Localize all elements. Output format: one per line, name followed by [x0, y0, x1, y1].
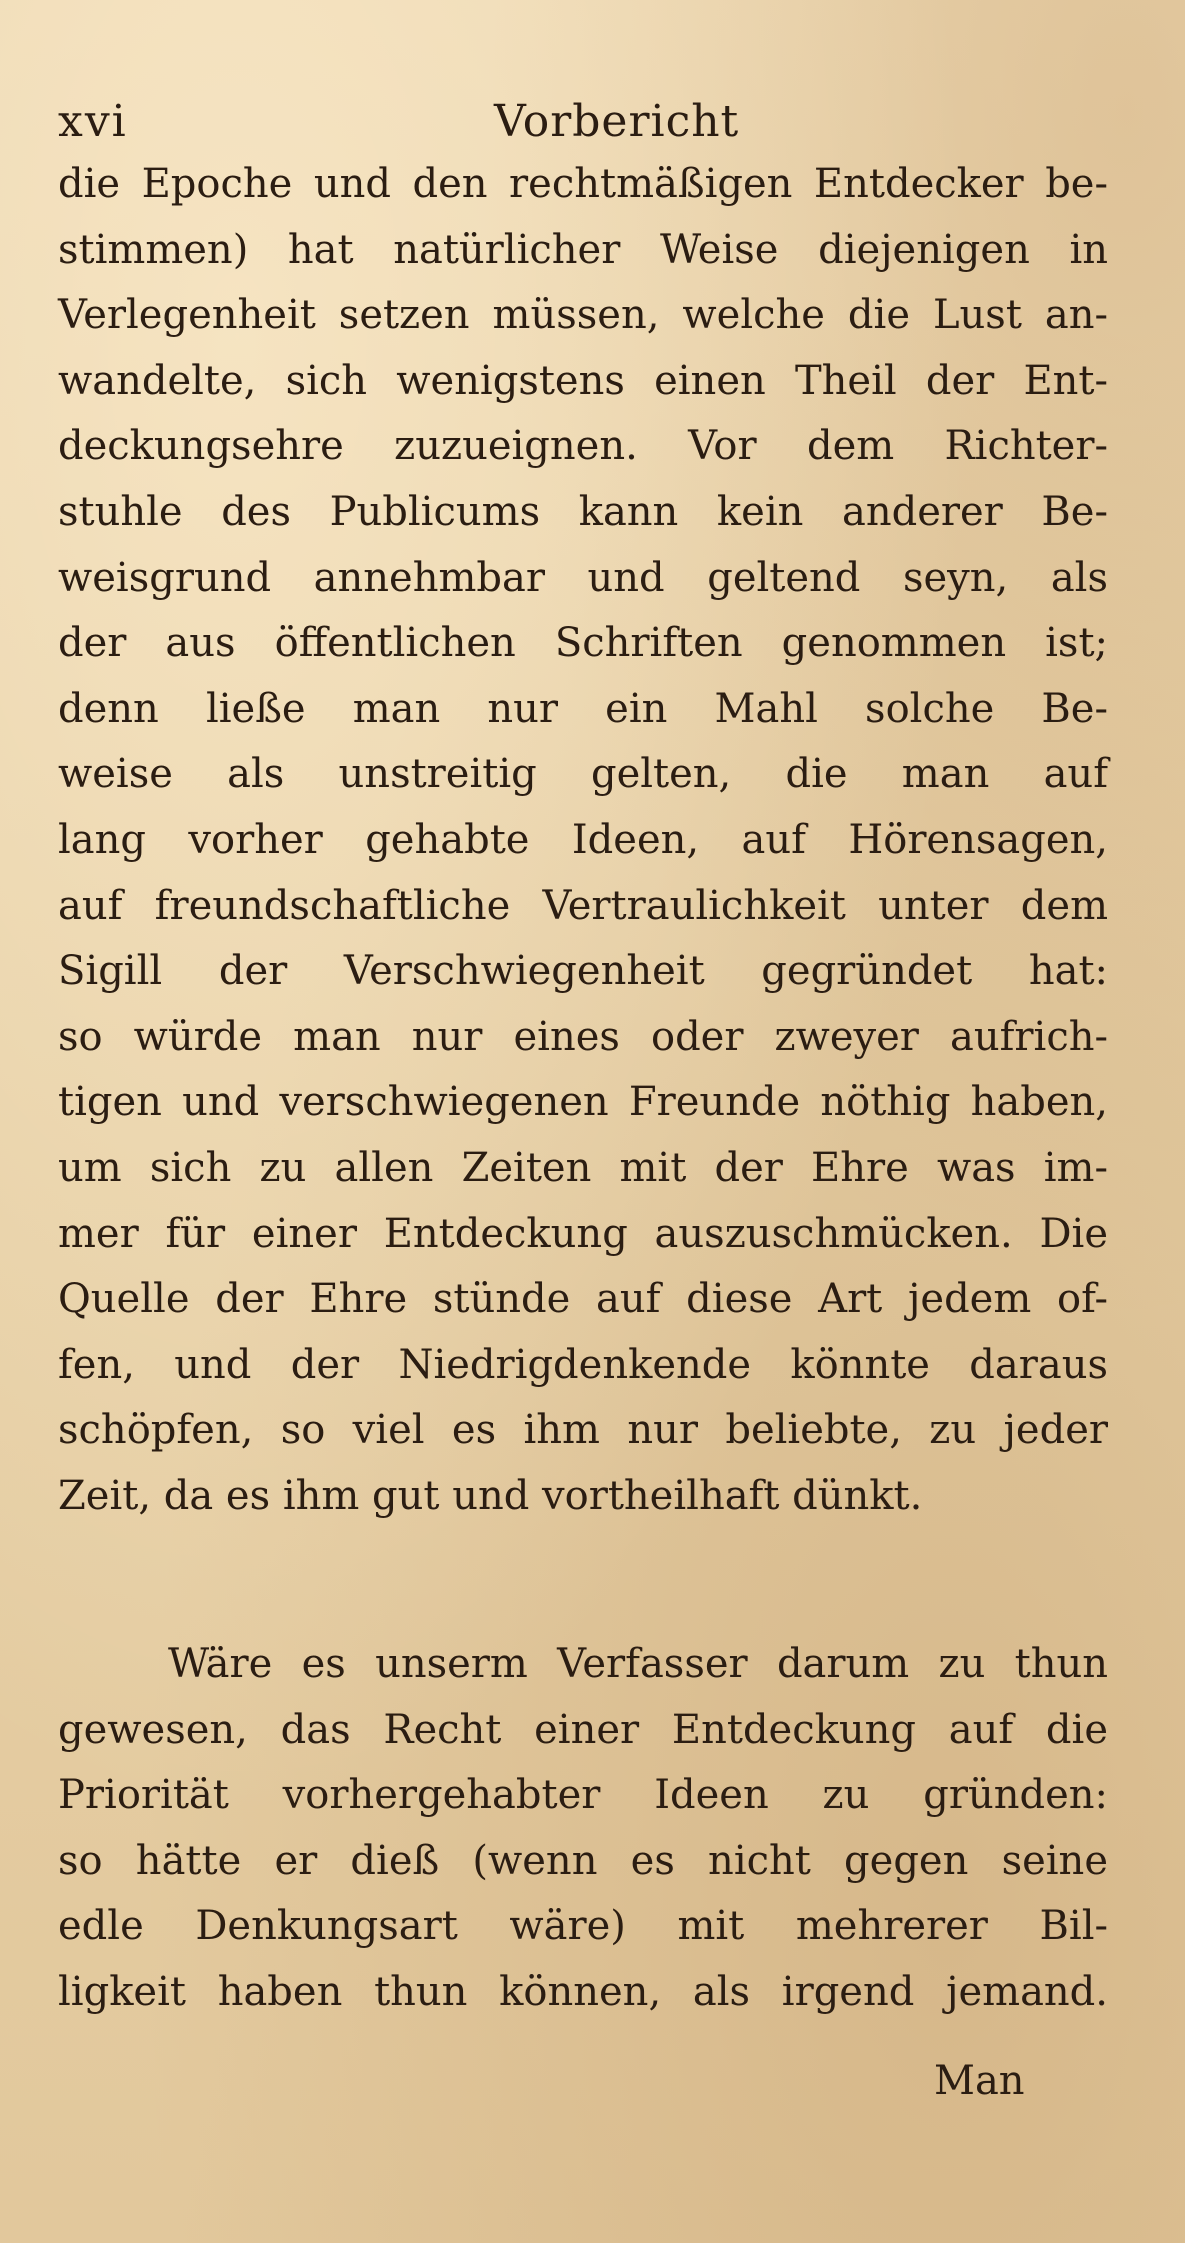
text-line: stimmen) hat natürlicher Weise diejenigen in: [58, 226, 1108, 273]
text-line: Verlegenheit setzen müssen, welche die Lust an-: [58, 292, 1108, 339]
text-line: die Epoche und den rechtmäßigen Entdecker be-: [58, 161, 1108, 207]
text-line: weisgrund annehmbar und geltend seyn, als: [58, 554, 1108, 601]
text-line: deckungsehre zuzueignen. Vor dem Richter-: [58, 423, 1108, 470]
page-number: xvi: [58, 96, 128, 147]
text-line: stuhle des Publicums kann kein anderer Be-: [58, 488, 1108, 535]
text-line: ligkeit haben thun können, als irgend jemand.: [58, 1968, 1108, 2015]
paragraph-2: [58, 1632, 1108, 2026]
running-title: Vorbericht: [494, 96, 740, 147]
text-line: fen, und der Niedrigdenkende könnte daraus: [58, 1341, 1108, 1388]
text-line: weise als unstreitig gelten, die man auf: [58, 751, 1108, 798]
text-line: mer für einer Entdeckung auszuschmücken. Die: [58, 1210, 1108, 1257]
text-line: Sigill der Verschwiegenheit gegründet hat:: [58, 948, 1108, 995]
text-line: schöpfen, so viel es ihm nur beliebte, zu jeder: [58, 1407, 1108, 1454]
text-line: edle Denkungsart wäre) mit mehrerer Bil-: [58, 1903, 1108, 1950]
text-line: so hätte er dieß (wenn es nicht gegen seine: [58, 1837, 1108, 1884]
paragraph-1: [58, 152, 1108, 1529]
page-header: [58, 96, 1058, 156]
text-line: gewesen, das Recht einer Entdeckung auf die: [58, 1706, 1108, 1753]
text-line: lang vorher gehabte Ideen, auf Hörensagen,: [58, 816, 1108, 863]
text-line: so würde man nur eines oder zweyer aufrich-: [58, 1013, 1108, 1060]
catchword: Man: [934, 2058, 1025, 2104]
text-line: denn ließe man nur ein Mahl solche Be-: [58, 685, 1108, 732]
text-line: auf freundschaftliche Vertraulichkeit unter dem: [58, 882, 1108, 929]
text-line: Wäre es unserm Verfasser darum zu thun: [168, 1641, 1108, 1687]
text-line: der aus öffentlichen Schriften genommen ist;: [58, 620, 1108, 667]
text-line: Quelle der Ehre stünde auf diese Art jedem of-: [58, 1276, 1108, 1323]
text-line: Priorität vorhergehabter Ideen zu gründen:: [58, 1772, 1108, 1819]
text-line: um sich zu allen Zeiten mit der Ehre was im-: [58, 1144, 1108, 1191]
text-line: wandelte, sich wenigstens einen Theil der Ent-: [58, 357, 1108, 404]
text-line: Zeit, da es ihm gut und vortheilhaft dünkt.: [58, 1472, 923, 1519]
text-line: tigen und verschwiegenen Freunde nöthig haben,: [58, 1079, 1108, 1126]
